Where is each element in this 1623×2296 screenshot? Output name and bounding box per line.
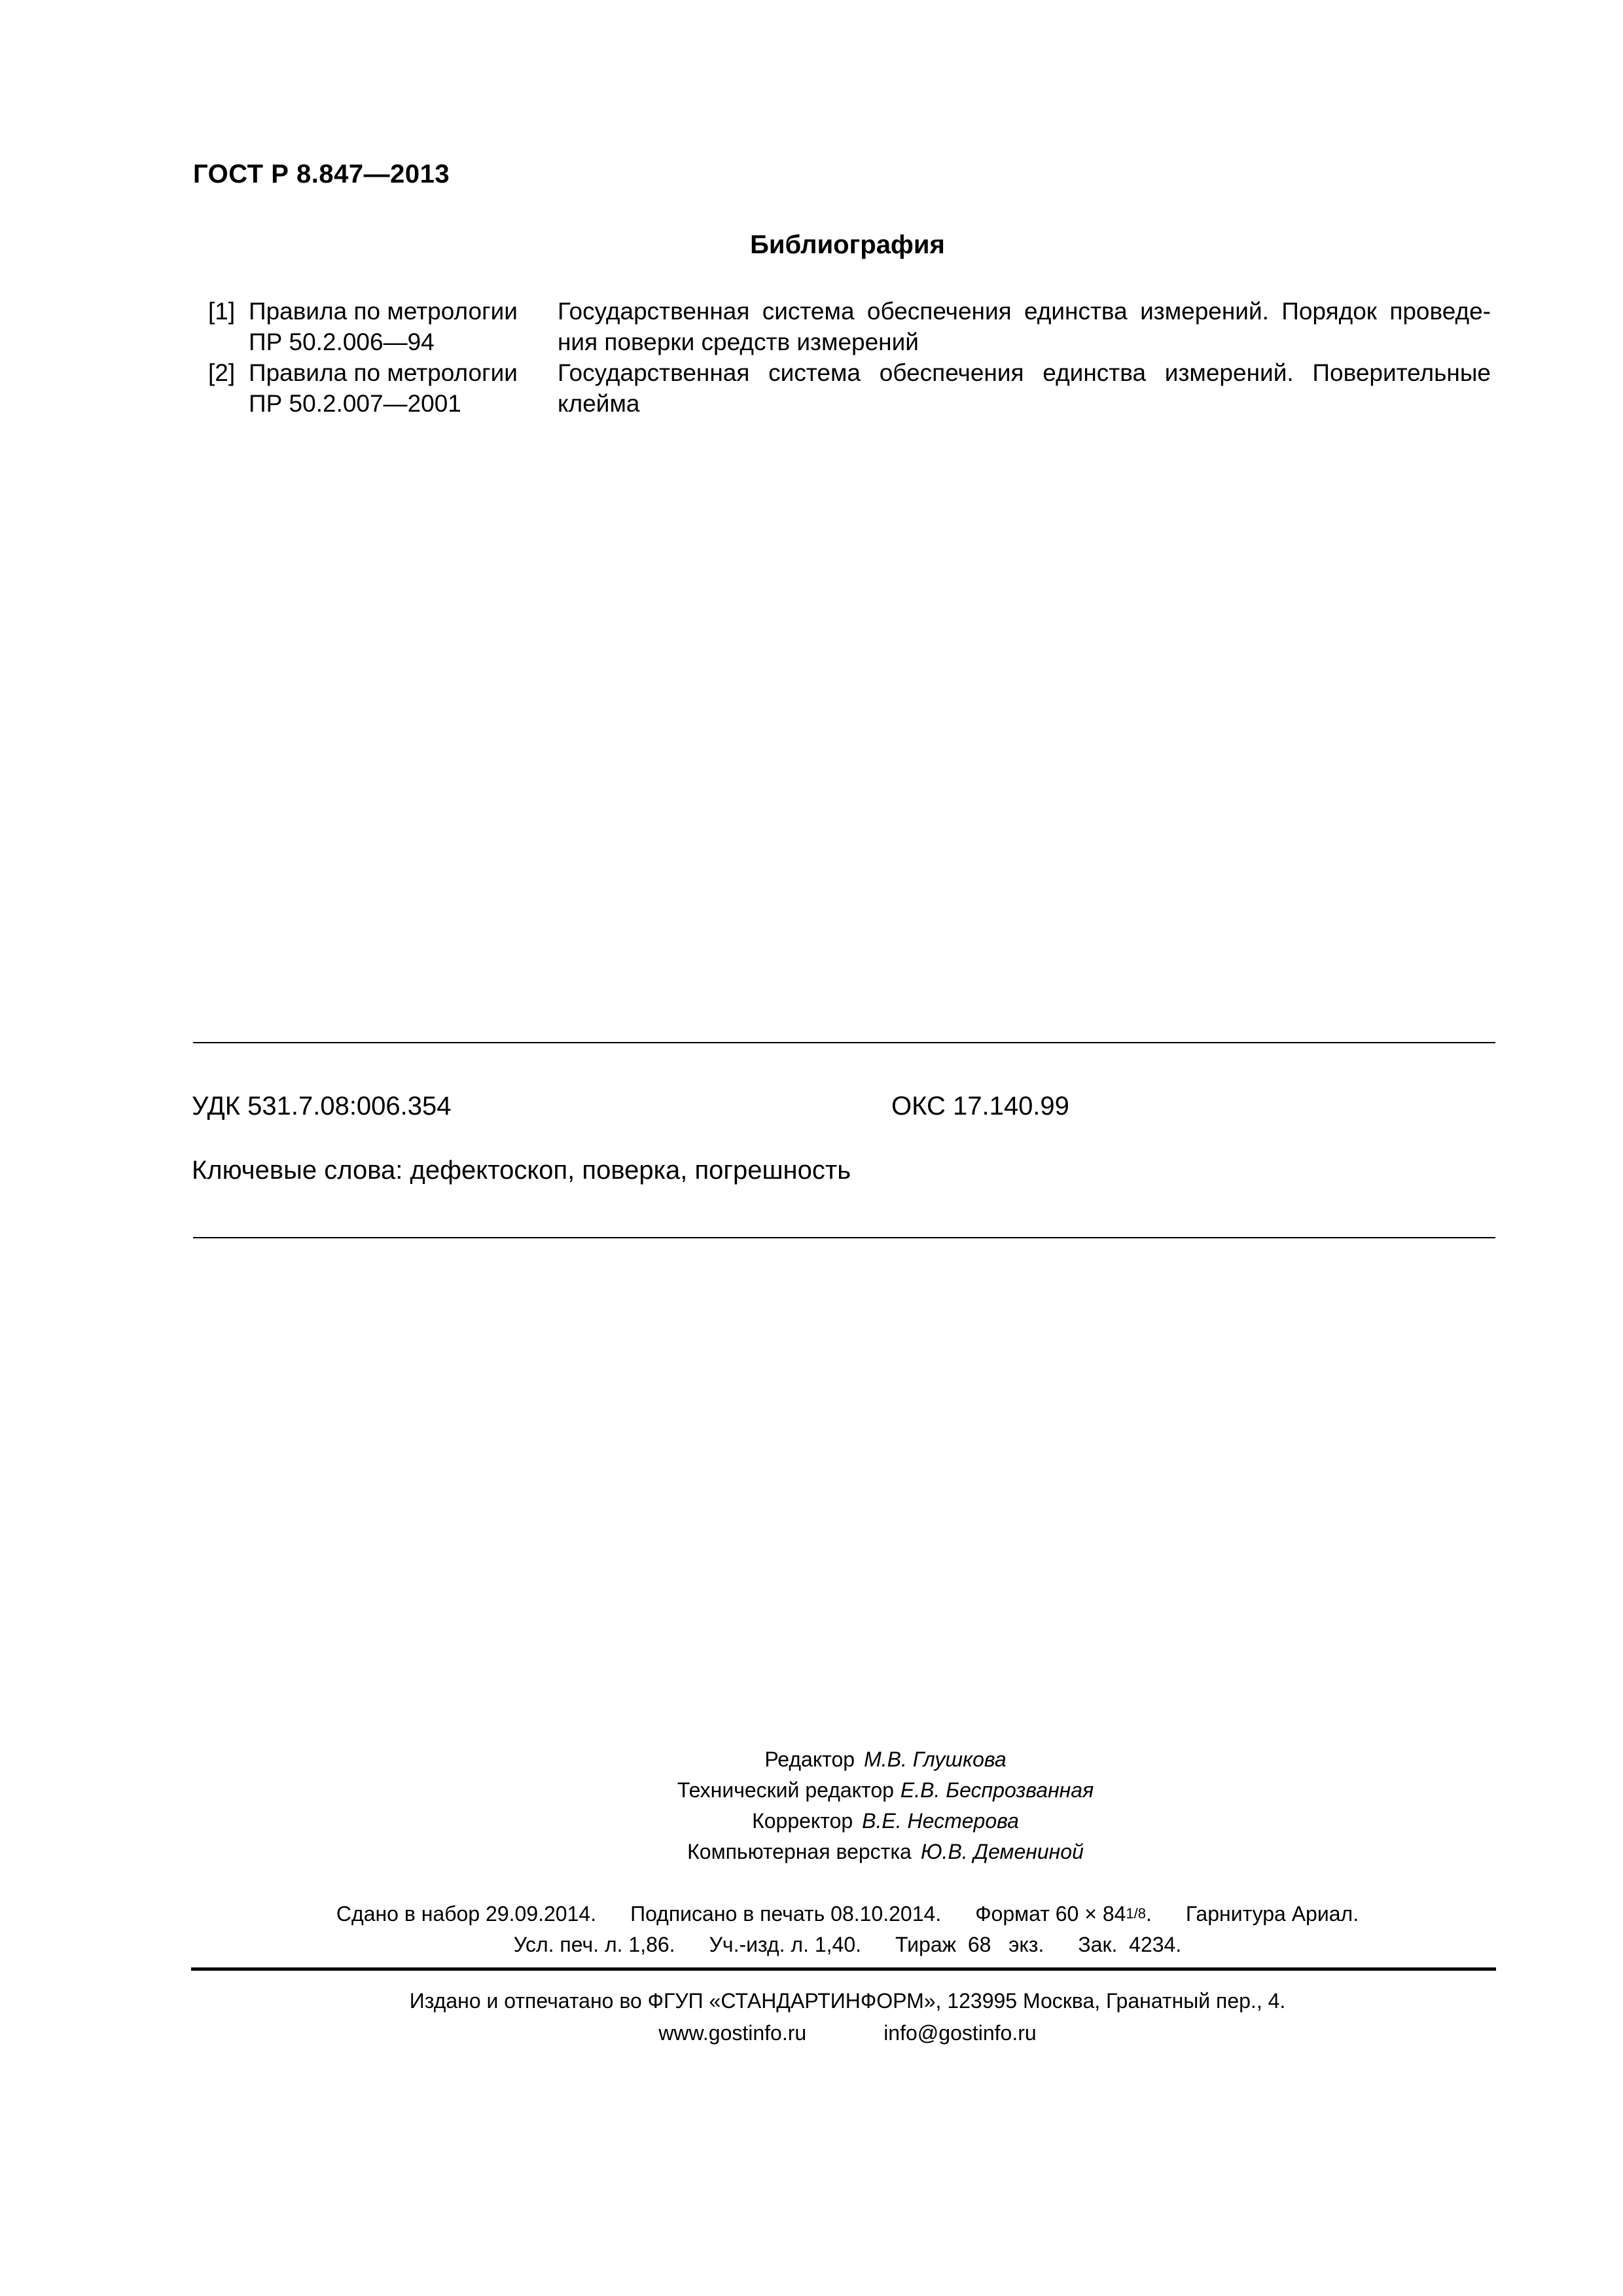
bibliography-entry-number: [1]	[208, 298, 236, 325]
credit-role: Редактор	[764, 1748, 855, 1771]
credit-role: Корректор	[752, 1809, 853, 1833]
bibliography-entry-description	[558, 357, 1491, 419]
credit-name: В.Е. Нестерова	[862, 1809, 1019, 1833]
source-line: ПР 50.2.007—2001	[249, 390, 461, 417]
bibliography-entry-description	[558, 296, 1491, 357]
credit-name: Е.В. Беспрозванная	[900, 1778, 1094, 1802]
credit-editor	[0, 1744, 1623, 1775]
publisher-sheets: Уч.-изд. л. 1,40.	[709, 1933, 862, 1956]
oks-code: ОКС 17.140.99	[891, 1092, 1069, 1121]
bibliography-entry	[208, 296, 1491, 357]
bibliography-entry-source	[249, 357, 558, 419]
printer-details	[0, 1985, 1623, 2049]
credit-role: Компьютерная верстка	[687, 1840, 912, 1863]
source-line: ПР 50.2.006—94	[249, 329, 435, 355]
credits	[0, 1744, 1623, 1867]
divider-top	[193, 1042, 1495, 1043]
description-line: Государственная система обеспечения единства измерений. Поверительные	[558, 359, 1491, 386]
email-link[interactable]: info@gostinfo.ru	[883, 2021, 1037, 2045]
website-link[interactable]: www.gostinfo.ru	[658, 2021, 807, 2045]
signed-date: Подписано в печать 08.10.2014.	[630, 1902, 942, 1926]
source-line: Правила по метрологии	[249, 359, 518, 386]
bibliography-entry-number: [2]	[208, 359, 236, 386]
format-label: Формат 60	[975, 1902, 1079, 1926]
credit-role: Технический редактор	[677, 1778, 894, 1802]
submitted-date: Сдано в набор 29.09.2014.	[336, 1902, 597, 1926]
source-line: Правила по метрологии	[249, 298, 518, 325]
description-line: Государственная система обеспечения единства измерений. Порядок проведе-	[558, 298, 1491, 325]
publication-line-1: Сдано в набор 29.09.2014. Подписано в печать 08.10.2014. Формат 60 × 841/8. Гарнитура Ариал.	[0, 1898, 1623, 1929]
credit-proofreader	[0, 1806, 1623, 1837]
circulation: Тираж 68 экз.	[895, 1933, 1044, 1956]
standard-code: ГОСТ Р 8.847—2013	[193, 160, 450, 188]
credit-layout	[0, 1837, 1623, 1867]
format-times: ×	[1084, 1902, 1097, 1926]
format-value: 84	[1102, 1902, 1126, 1926]
credit-tech-editor	[0, 1775, 1623, 1806]
print-sheets: Усл. печ. л. 1,86.	[513, 1933, 675, 1956]
description-line: ния поверки средств измерений	[558, 329, 919, 355]
credit-name: М.В. Глушкова	[864, 1748, 1007, 1771]
description-line: клейма	[558, 390, 640, 417]
publication-line-2	[0, 1929, 1623, 1960]
bibliography-title: Библиография	[750, 230, 945, 259]
printer-line: Издано и отпечатано во ФГУП «СТАНДАРТИНФОРМ», 123995 Москва, Гранатный пер., 4.	[409, 1989, 1286, 2013]
bibliography-entry	[208, 357, 1491, 419]
order-number: Зак. 4234.	[1078, 1933, 1182, 1956]
divider-bottom	[193, 1237, 1495, 1238]
publication-details	[0, 1898, 1623, 1960]
divider-thick	[191, 1967, 1496, 1971]
format-fraction: 1/8	[1126, 1905, 1146, 1922]
bibliography-list	[208, 296, 1491, 419]
printer-contacts	[0, 2017, 1623, 2049]
bibliography-entry-source	[249, 296, 558, 357]
typeface: Гарнитура Ариал.	[1185, 1902, 1359, 1926]
udk-code: УДК 531.7.08:006.354	[192, 1092, 452, 1121]
credit-name: Ю.В. Демениной	[920, 1840, 1084, 1863]
keywords: Ключевые слова: дефектоскоп, поверка, погрешность	[192, 1156, 851, 1185]
